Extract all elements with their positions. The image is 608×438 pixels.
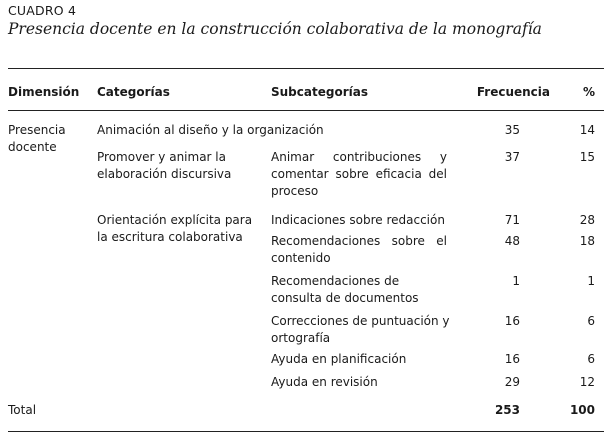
header-categorias: Categorías: [97, 85, 170, 99]
category-cell: Animación al diseño y la organización: [97, 123, 324, 137]
percent-cell: 1: [587, 274, 595, 288]
frequency-cell: 16: [504, 352, 520, 366]
dimension-cell: Presencia docente: [8, 123, 66, 154]
subcategory-cell: Indicaciones sobre redacción: [271, 213, 445, 227]
header-frecuencia: Frecuencia: [476, 85, 550, 99]
subcategory-cell: Animar contribuciones y comentar sobre eficacia del proceso: [271, 150, 447, 198]
frequency-cell: 48: [504, 234, 520, 248]
top-rule: [8, 68, 604, 69]
header-dimension: Dimensión: [8, 85, 80, 99]
table-title: Presencia docente en la construcción colaborativa de la monografía: [8, 20, 542, 38]
frequency-cell: 35: [504, 123, 520, 137]
percent-cell: 6: [587, 352, 595, 366]
frequency-cell: 16: [504, 314, 520, 328]
frequency-cell: 1: [512, 274, 520, 288]
subcategory-cell: Ayuda en revisión: [271, 375, 378, 389]
header-subcategorias: Subcategorías: [271, 85, 368, 99]
header-rule: [8, 110, 604, 111]
percent-cell: 6: [587, 314, 595, 328]
frequency-cell: 71: [504, 213, 520, 227]
category-cell: Promover y animar la elaboración discursiva: [97, 150, 232, 181]
total-frequency: 253: [494, 403, 520, 417]
total-label: Total: [8, 403, 37, 417]
total-percent: 100: [569, 403, 595, 417]
percent-cell: 28: [579, 213, 595, 227]
subcategory-cell: Recomendaciones sobre el contenido: [271, 234, 447, 265]
header-percent: %: [582, 85, 595, 99]
percent-cell: 15: [579, 150, 595, 164]
bottom-rule: [8, 431, 604, 432]
frequency-cell: 29: [504, 375, 520, 389]
subcategory-cell: Ayuda en planificación: [271, 352, 407, 366]
subcategory-cell: Recomendaciones de consulta de documentos: [271, 274, 419, 305]
category-cell: Orientación explícita para la escritura colaborativa: [97, 213, 253, 244]
percent-cell: 18: [579, 234, 595, 248]
subcategory-cell: Correcciones de puntuación y ortografía: [271, 314, 450, 345]
percent-cell: 12: [579, 375, 595, 389]
percent-cell: 14: [579, 123, 595, 137]
table-number-label: CUADRO 4: [8, 3, 77, 18]
frequency-cell: 37: [504, 150, 520, 164]
